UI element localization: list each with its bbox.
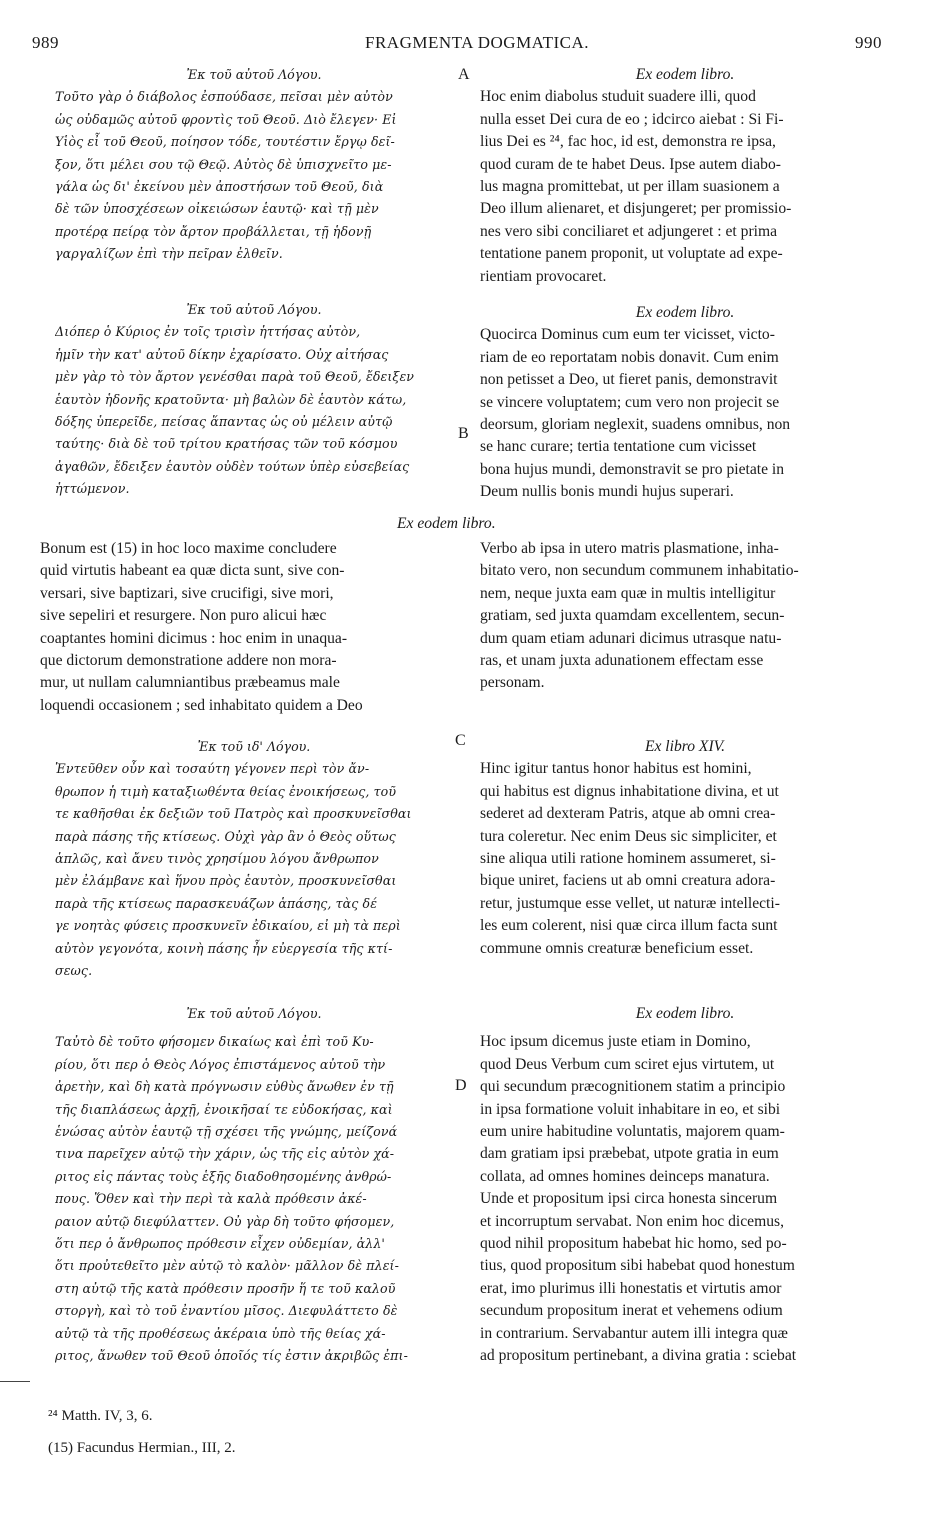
text-line: τινα παρεῖχεν αὐτῷ τὴν χάριν, ὡς τῆς εἰς αὐτὸν χά-	[55, 1146, 395, 1162]
text-line: commune omnis creaturæ beneficium esset.	[480, 939, 754, 957]
text-line: tentatione panem proponit, ut voluptate ad expe-	[480, 245, 783, 263]
latin-heading: Ex eodem libro.	[635, 304, 735, 321]
text-line: ras, et unam juxta adunationem effectam esse	[480, 652, 764, 670]
text-line: quod curam de te habet Deus. Ipse autem diabo-	[480, 155, 781, 173]
text-line: versari, sive baptizari, sive crucifigi, sive mori,	[40, 584, 334, 602]
text-line: dum quam etiam adunari dicimus utrasque natu-	[480, 629, 782, 647]
text-line: αὐτῷ τὰ τῆς προθέσεως ἀκέραια ὑπὸ τῆς θείας χά-	[55, 1325, 386, 1341]
text-line: Verbo ab ipsa in utero matris plasmatione, inha-	[480, 540, 779, 557]
text-line: γε νοητὰς φύσεις προσκυνεῖν ἐδικαίου, εἰ μὴ τὰ περὶ	[55, 918, 401, 934]
text-line: Unde et propositum ipsi circa honesta sincerum	[480, 1190, 778, 1208]
greek-block-1	[55, 64, 453, 266]
text-line: σεως.	[55, 963, 93, 979]
text-line: bitato vero, non secundum communem inhabitatio-	[480, 562, 799, 580]
text-line: nem, neque juxta eam quæ in multis intelligitur	[480, 584, 776, 602]
text-line: coaptantes homini dicimus : hoc enim in unaqua-	[40, 629, 348, 647]
text-line: eum unire habitudine voluntatis, majorem quam-	[480, 1123, 785, 1141]
text-line: Deo illum alienaret, et disjungeret; per promissio-	[480, 200, 792, 218]
text-line: ὡς οὐδαμῶς αὐτοῦ φροντὶς τοῦ Θεοῦ. Διὸ ἔλεγεν· Εἰ	[55, 111, 397, 127]
latin-heading: Ex eodem libro.	[635, 1005, 735, 1022]
text-line: θρωπον ἡ τιμὴ καταξιωθέντα θείας ἐνοικήσεως, τοῦ	[55, 783, 397, 799]
footnote-scripture: ²⁴ Matth. IV, 3, 6.	[48, 1408, 153, 1424]
greek-heading: Ἐκ τοῦ αὐτοῦ Λόγου.	[186, 67, 322, 82]
footnote-source: (15) Facundus Hermian., III, 2.	[48, 1440, 236, 1456]
text-line: non petisset a Deo, ut fieret panis, demonstravit	[480, 371, 778, 389]
text-line: ριτος, ἄνωθεν τοῦ Θεοῦ ὁποῖός τίς ἐστιν ἀκριβῶς ἐπι-	[55, 1348, 408, 1364]
text-line: πους. Ὅθεν καὶ τὴν περὶ τὰ καλὰ πρόθεσιν ἀκέ-	[55, 1191, 367, 1207]
text-line: bique uniret, faciens ut ab omni creatura adora-	[480, 872, 776, 890]
text-line: Τοῦτο γὰρ ὁ διάβολος ἐσπούδασε, πεῖσαι μὲν αὐτὸν	[55, 89, 393, 105]
text-line: se hanc curare; tertia tentatione cum vicisset	[480, 438, 757, 456]
text-line: qui habitus est dignus inhabitatione divina, et ut	[480, 782, 779, 800]
text-line: δόξης ὑπερεῖδε, πείσας ἅπαντας ὡς οὐ μέλειν αὐτῷ	[55, 414, 393, 430]
latin-heading: Ex eodem libro.	[635, 66, 735, 83]
text-line: τῆς διαπλάσεως ἀρχῇ, ἐνοικῆσαί τε εὐδοκήσας, καὶ	[55, 1101, 393, 1117]
text-line: ἑαυτὸν ἡδονῆς κρατοῦντα· μὴ βαλὼν δὲ ἑαυτὸν κάτω,	[55, 391, 407, 407]
text-line: στοργὴ, καὶ τὸ τοῦ ἐναντίου μῖσος. Διεφυλάττετο δὲ	[55, 1303, 398, 1319]
text-line: ρίου, ὅτι περ ὁ Θεὸς Λόγος ἐπιστάμενος αὐτοῦ τὴν	[55, 1056, 386, 1072]
text-line: que dictorum demonstratione addere non mora-	[40, 652, 337, 670]
margin-letter-d: D	[455, 1077, 467, 1094]
text-line: ριτος εἰς πάντας τοὺς ἑξῆς διαδοθησομένης ἀνθρώ-	[55, 1168, 392, 1184]
text-line: gratiam, sed juxta quamdam excellentem, secun-	[480, 607, 785, 625]
text-line: lus magna promittebat, ut per illam suasionem a	[480, 178, 780, 196]
margin-rule	[0, 1381, 30, 1382]
text-line: Bonum est (15) in hoc loco maxime concludere	[40, 540, 337, 557]
center-heading: Ex eodem libro.	[397, 515, 496, 532]
text-line: sine aliqua utili ratione hominem assumeret, si-	[480, 850, 776, 868]
text-line: γάλα ὡς δι' ἐκείνου μὲν ἀποστήσων τοῦ Θεοῦ, διὰ	[55, 179, 384, 195]
greek-heading: Ἐκ τοῦ αὐτοῦ Λόγου.	[186, 1006, 322, 1021]
text-line: Ἐντεῦθεν οὖν καὶ τοσαύτη γέγονεν περὶ τὸν ἄν-	[55, 761, 370, 777]
text-line: παρὰ πάσης τῆς κτίσεως. Οὐχὶ γὰρ ἂν ὁ Θεὸς οὕτως	[55, 828, 396, 844]
latin-block-2	[480, 302, 890, 504]
running-title: FRAGMENTA DOGMATICA.	[365, 33, 589, 52]
text-line: ὅτι προὐτεθεῖτο μὲν αὐτῷ τὸ καλὸν· μᾶλλον δὲ πλεί-	[55, 1258, 399, 1274]
text-line: collata, ad omnes homines deinceps manatura.	[480, 1167, 770, 1185]
text-line: Hinc igitur tantus honor habitus est homini,	[480, 760, 752, 778]
page-number-right: 990	[855, 33, 882, 52]
text-line: γαργαλίζων ἐπὶ τὴν πεῖραν ἐλθεῖν.	[55, 246, 283, 262]
latin-block-4	[480, 736, 890, 960]
text-line: loquendi occasionem ; sed inhabitato quidem a Deo	[40, 696, 363, 714]
margin-letter-b: B	[458, 425, 469, 442]
text-line: erat, imo plurimus illi honestatis et virtutis amor	[480, 1279, 782, 1297]
text-line: tius, quod propositum sibi habebat quod honestum	[480, 1257, 795, 1275]
latin-block-5	[480, 1003, 890, 1368]
text-line: nulla esset Dei cura de eo ; idcirco aiebat : Si Fi-	[480, 110, 784, 128]
text-line: rientiam provocaret.	[480, 267, 607, 285]
text-line: dam gratiam ipsi præbebat, utpote gratia in eum	[480, 1145, 779, 1163]
text-line: mur, ut nullam calumniantibus præbeamus male	[40, 674, 340, 692]
text-line: μὲν γὰρ τὸ τὸν ἄρτον γενέσθαι παρὰ τοῦ Θεοῦ, ἔδειξεν	[55, 369, 415, 385]
text-line: Διόπερ ὁ Κύριος ἐν τοῖς τρισὶν ἡττήσας αὐτὸν,	[55, 324, 361, 340]
text-line: Deum nullis bonis mundi hujus superari.	[480, 483, 734, 501]
text-line: ἁπλῶς, καὶ ἄνευ τινὸς χρησίμου λόγου ἄνθρωπον	[55, 851, 379, 867]
text-line: αὐτὸν γεγονότα, κοινὴ πάσης ἦν εὐεργεσία τῆς κτί-	[55, 940, 393, 956]
text-line: deorsum, gloriam neglexit, suadens omnibus, non	[480, 416, 791, 434]
text-line: in contrarium. Servabantur autem illi integra quæ	[480, 1324, 788, 1342]
text-line: Quocirca Dominus cum eum ter vicisset, victo-	[480, 326, 775, 344]
text-line: tura coleretur. Nec enim Deus sic simpliciter, et	[480, 827, 777, 845]
text-line: ἑνώσας αὐτὸν ἑαυτῷ τῇ σχέσει τῆς γνώμης, μείζονά	[55, 1124, 398, 1140]
text-line: ἡμῖν τὴν κατ' αὐτοῦ δίκην ἐχαρίσατο. Οὐχ αἰτήσας	[55, 346, 389, 362]
text-line: bona hujus mundi, demonstravit se pro pietate in	[480, 460, 785, 478]
text-line: Υἱὸς εἶ τοῦ Θεοῦ, ποίησον τόδε, τουτέστιν ἔργῳ δεῖ-	[55, 134, 395, 150]
text-line: in ipsa formatione voluit inhabitare in eo, et sibi	[480, 1100, 781, 1118]
text-line: nes vero sibi conciliaret et adjungeret : et prima	[480, 222, 778, 240]
margin-letter-a: A	[458, 66, 470, 83]
text-line: ἀρετὴν, καὶ δὴ κατὰ πρόγνωσιν εὐθὺς ἄνωθεν ἐν τῇ	[55, 1079, 394, 1095]
text-line: sive sepeliri et resurgere. Non puro alicui hæc	[40, 607, 327, 625]
text-line: et incorruptum servabat. Non enim hoc dicemus,	[480, 1212, 784, 1230]
text-line: lius Dei es ²⁴, fac hoc, id est, demonstra re ipsa,	[480, 133, 776, 151]
text-line: ραιον αὐτῷ διεφύλαττεν. Οὐ γὰρ δὴ τοῦτο φήσομεν,	[55, 1213, 395, 1229]
text-line: sederet ad dexteram Patris, atque ab omni crea-	[480, 805, 776, 823]
greek-block-4	[55, 736, 453, 982]
text-line: Hoc ipsum dicemus juste etiam in Domino,	[480, 1033, 751, 1051]
text-line: ὅτι περ ὁ ἄνθρωπος πρόθεσιν εἶχεν οὐδεμίαν, ἀλλ'	[55, 1236, 385, 1252]
text-line: quod nihil propositum habebat hic homo, sed po-	[480, 1235, 787, 1253]
text-line: les eum colerent, nisi quæ circa illum facta sunt	[480, 917, 778, 935]
text-line: ἀγαθῶν, ἔδειξεν ἑαυτὸν οὐδὲν τούτων ὑπὲρ εὐσεβείας	[55, 458, 410, 474]
text-line: se vincere voluptatem; cum vero non projecit se	[480, 393, 780, 411]
greek-heading: Ἐκ τοῦ αὐτοῦ Λόγου.	[186, 302, 322, 317]
text-line: personam.	[480, 674, 545, 692]
text-line: qui secundum præcognitionem statim a principio	[480, 1078, 786, 1096]
text-line: secundum propositum inerat et vehemens odium	[480, 1302, 783, 1320]
text-line: τε καθῆσθαι ἐκ δεξιῶν τοῦ Πατρὸς καὶ προσκυνεῖσθαι	[55, 806, 412, 822]
text-line: μὲν ἐλάμβανε καὶ ἥνου πρὸς ἑαυτὸν, προσκυνεῖσθαι	[55, 873, 397, 889]
latin-heading: Ex libro XIV.	[644, 738, 726, 755]
greek-heading: Ἐκ τοῦ ιδ' Λόγου.	[197, 739, 311, 754]
greek-block-5	[55, 1003, 453, 1368]
text-line: ad propositum pertinebant, a divina gratia : sciebat	[480, 1347, 797, 1365]
text-line: Hoc enim diabolus studuit suadere illi, quod	[480, 88, 756, 106]
latin-block-3-left	[40, 538, 452, 717]
greek-block-2	[55, 299, 453, 501]
latin-block-3-right	[480, 538, 890, 695]
text-line: ἡττώμενον.	[55, 481, 130, 497]
text-line: προτέρᾳ πείρᾳ τὸν ἄρτον προβάλλεται, τῇ ἡδονῇ	[55, 223, 372, 239]
text-line: παρὰ τῆς κτίσεως παρασκευάζων ἁπάσης, τὰς δέ	[55, 895, 378, 911]
text-line: Ταὐτὸ δὲ τοῦτο φήσομεν δικαίως καὶ ἐπὶ τοῦ Κυ-	[55, 1034, 374, 1050]
text-line: riam de eo reportatam nobis donavit. Cum enim	[480, 348, 779, 366]
margin-letter-c: C	[455, 732, 466, 749]
text-line: quid virtutis habeant ea quæ dicta sunt, sive con-	[40, 562, 345, 580]
latin-block-1	[480, 64, 890, 288]
text-line: ταύτης· διὰ δὲ τοῦ τρίτου κρατήσας τῶν τοῦ κόσμου	[55, 436, 398, 452]
text-line: quod Deus Verbum cum sciret ejus virtutem, ut	[480, 1055, 775, 1073]
text-line: retur, justumque esse vellet, ut naturæ intellecti-	[480, 894, 780, 912]
text-line: δὲ τῶν ὑποσχέσεων οἰκειώσων ἑαυτῷ· καὶ τῇ μὲν	[55, 201, 379, 217]
page-number-left: 989	[32, 33, 59, 52]
text-line: ξον, ὅτι μέλει σου τῷ Θεῷ. Αὐτὸς δὲ ὑπισχνεῖτο με-	[55, 156, 392, 172]
text-line: στη αὐτῷ τῆς κατὰ πρόθεσιν προσῆν ἥ τε τοῦ καλοῦ	[55, 1280, 396, 1296]
